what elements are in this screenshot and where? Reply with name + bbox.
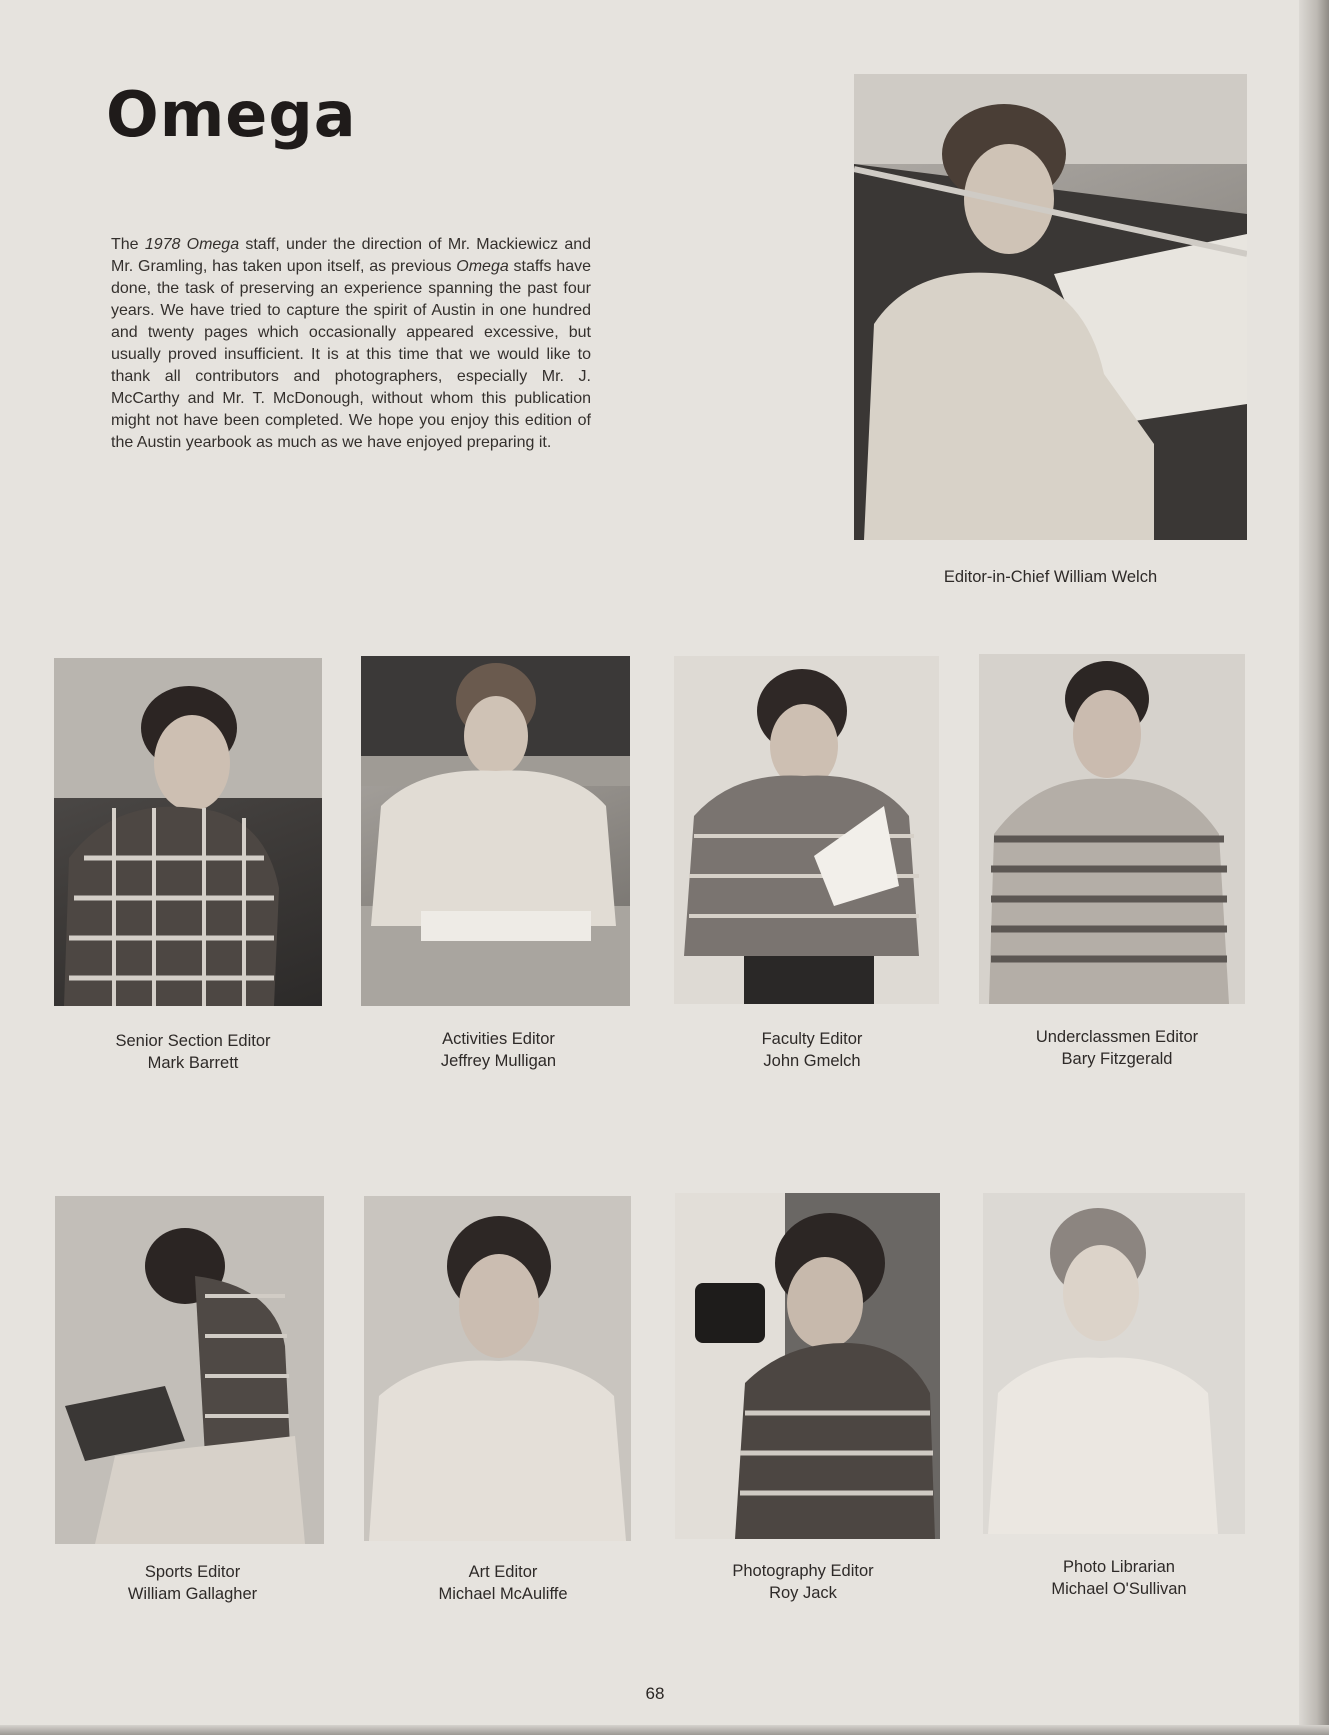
staff-caption bbox=[674, 1028, 950, 1072]
staff-photo bbox=[54, 658, 322, 1006]
staff-name: Bary Fitzgerald bbox=[1061, 1050, 1173, 1068]
staff-photo bbox=[364, 1196, 631, 1541]
intro-italic-1: 1978 Omega bbox=[144, 236, 240, 253]
staff-role: Art Editor bbox=[468, 1563, 538, 1581]
intro-text-2: staff, under the direction of Mr. Mackiewicz and Mr. Gramling, has taken upon itself, as previous bbox=[111, 236, 592, 275]
staff-photo bbox=[983, 1193, 1245, 1534]
staff-role: Senior Section Editor bbox=[115, 1032, 271, 1050]
staff-role: Activities Editor bbox=[442, 1030, 555, 1048]
page-edge bbox=[1299, 0, 1329, 1735]
editor-in-chief-caption bbox=[854, 566, 1247, 588]
staff-caption bbox=[979, 1026, 1255, 1070]
staff-caption bbox=[361, 1028, 636, 1072]
staff-name: Jeffrey Mulligan bbox=[440, 1052, 557, 1070]
staff-role: Underclassmen Editor bbox=[1035, 1028, 1199, 1046]
staff-photo bbox=[674, 656, 939, 1004]
staff-role: Sports Editor bbox=[144, 1563, 241, 1581]
page-bottom-edge bbox=[0, 1725, 1329, 1735]
intro-paragraph bbox=[111, 234, 591, 454]
page-number: 68 bbox=[645, 1684, 665, 1703]
intro-text-1: The bbox=[111, 236, 145, 253]
staff-caption bbox=[55, 1561, 330, 1605]
staff-name: Roy Jack bbox=[769, 1584, 837, 1602]
staff-caption bbox=[54, 1030, 332, 1074]
editor-in-chief-label: Editor-in-Chief William Welch bbox=[943, 568, 1158, 586]
page-title: Omega bbox=[106, 78, 357, 151]
staff-caption bbox=[983, 1556, 1255, 1600]
staff-caption bbox=[675, 1560, 931, 1604]
staff-name: Michael McAuliffe bbox=[438, 1585, 568, 1603]
intro-italic-2: Omega bbox=[456, 258, 509, 275]
staff-name: John Gmelch bbox=[763, 1052, 861, 1070]
staff-name: Michael O'Sullivan bbox=[1051, 1580, 1187, 1598]
staff-role: Faculty Editor bbox=[761, 1030, 863, 1048]
editor-in-chief-photo bbox=[854, 74, 1247, 540]
staff-photo bbox=[979, 654, 1245, 1004]
staff-photo bbox=[361, 656, 630, 1006]
staff-name: William Gallagher bbox=[127, 1585, 258, 1603]
staff-role: Photography Editor bbox=[732, 1562, 874, 1580]
intro-text-3: staffs have done, the task of preserving an experience spanning the past four years. We have tried to capture the spirit of Austin in one hundred and twenty pages which occasionally appeared excessive, but usually proved insufficient. It is at this time that we would like to thank all contributors and photographers, especially Mr. J. McCarthy and Mr. T. McDonough, without whom this publication might not have been completed. We hope you enjoy this edition of the Austin yearbook as much as we have enjoyed preparing it. bbox=[111, 258, 592, 451]
staff-name: Mark Barrett bbox=[147, 1054, 239, 1072]
staff-caption bbox=[364, 1561, 642, 1605]
staff-photo bbox=[55, 1196, 324, 1544]
staff-photo bbox=[675, 1193, 940, 1539]
staff-role: Photo Librarian bbox=[1063, 1558, 1175, 1576]
